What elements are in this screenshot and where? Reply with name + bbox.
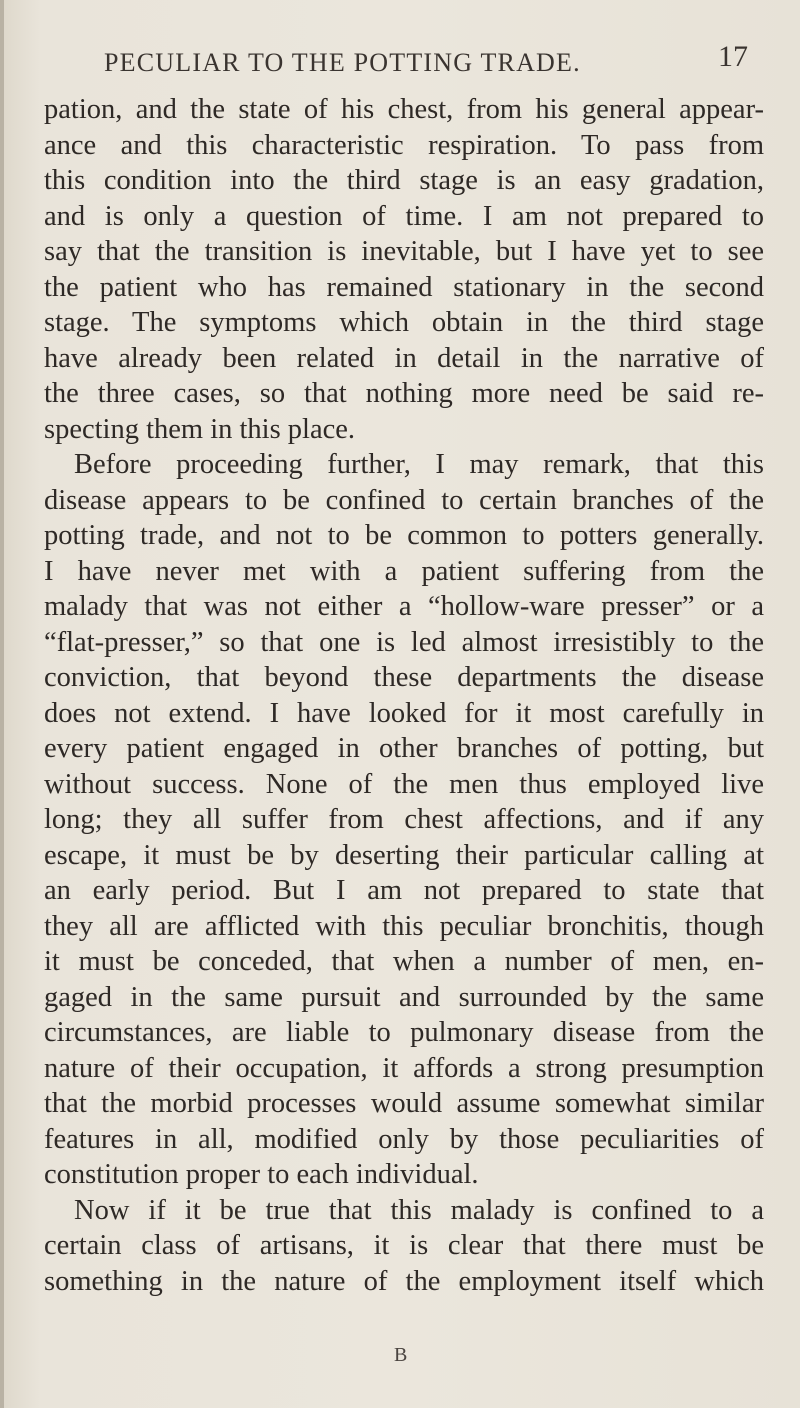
text-line: escape, it must be by deserting their particular calling at	[44, 839, 764, 871]
text-line: and is only a question of time. I am not prepared to	[44, 200, 764, 232]
paragraph-end-line: constitution proper to each individual.	[44, 1159, 479, 1190]
text-line: ance and this characteristic respiration. To pass from	[44, 129, 764, 161]
text-line: potting trade, and not to be common to potters generally.	[44, 520, 764, 551]
text-line: this condition into the third stage is an easy gradation,	[44, 165, 764, 196]
text-line: does not extend. I have looked for it most carefully in	[44, 697, 764, 729]
text-line: features in all, modified only by those peculiarities of	[44, 1123, 764, 1155]
page-header	[0, 40, 800, 80]
text-line: malady that was not either a “hollow-ware presser” or a	[44, 591, 764, 622]
text-line: the patient who has remained stationary in the second	[44, 271, 764, 303]
paragraph-end-line: specting them in this place.	[44, 413, 356, 445]
page-gutter-shadow	[0, 0, 4, 1408]
text-line: long; they all suffer from chest affections, and if any	[44, 804, 764, 835]
text-line: have already been related in detail in the narrative of	[44, 342, 764, 374]
text-line: something in the nature of the employment itself which	[44, 1265, 764, 1297]
text-line: they all are afflicted with this peculiar bronchitis, though	[44, 910, 764, 942]
text-line: “flat-presser,” so that one is led almost irresistibly to the	[44, 626, 764, 658]
text-line: say that the transition is inevitable, but I have yet to see	[44, 236, 764, 267]
text-line: nature of their occupation, it affords a strong presumption	[44, 1052, 764, 1084]
signature-mark: B	[394, 1344, 408, 1366]
text-line: circumstances, are liable to pulmonary disease from the	[44, 1017, 764, 1048]
text-line: an early period. But I am not prepared to state that	[44, 875, 764, 906]
text-line: the three cases, so that nothing more need be said re-	[44, 378, 764, 409]
text-line: every patient engaged in other branches of potting, but	[44, 733, 764, 764]
text-line: certain class of artisans, it is clear that there must be	[44, 1230, 764, 1261]
page-number: 17	[718, 40, 748, 73]
body-text	[44, 92, 764, 1299]
text-line: I have never met with a patient suffering from the	[44, 555, 764, 587]
text-line: without success. None of the men thus employed live	[44, 768, 764, 800]
text-line: disease appears to be confined to certain branches of the	[44, 484, 764, 516]
text-line: stage. The symptoms which obtain in the third stage	[44, 307, 764, 338]
paragraph-start-line: Now if it be true that this malady is confined to a	[74, 1194, 764, 1226]
running-head: PECULIAR TO THE POTTING TRADE.	[104, 48, 581, 77]
text-line: that the morbid processes would assume somewhat similar	[44, 1088, 764, 1119]
text-line: it must be conceded, that when a number of men, en-	[44, 946, 764, 977]
text-line: pation, and the state of his chest, from his general appear-	[44, 94, 764, 125]
paragraph-start-line: Before proceeding further, I may remark, that this	[74, 449, 764, 480]
text-line: gaged in the same pursuit and surrounded by the same	[44, 981, 764, 1013]
text-line: conviction, that beyond these departments the disease	[44, 662, 764, 693]
